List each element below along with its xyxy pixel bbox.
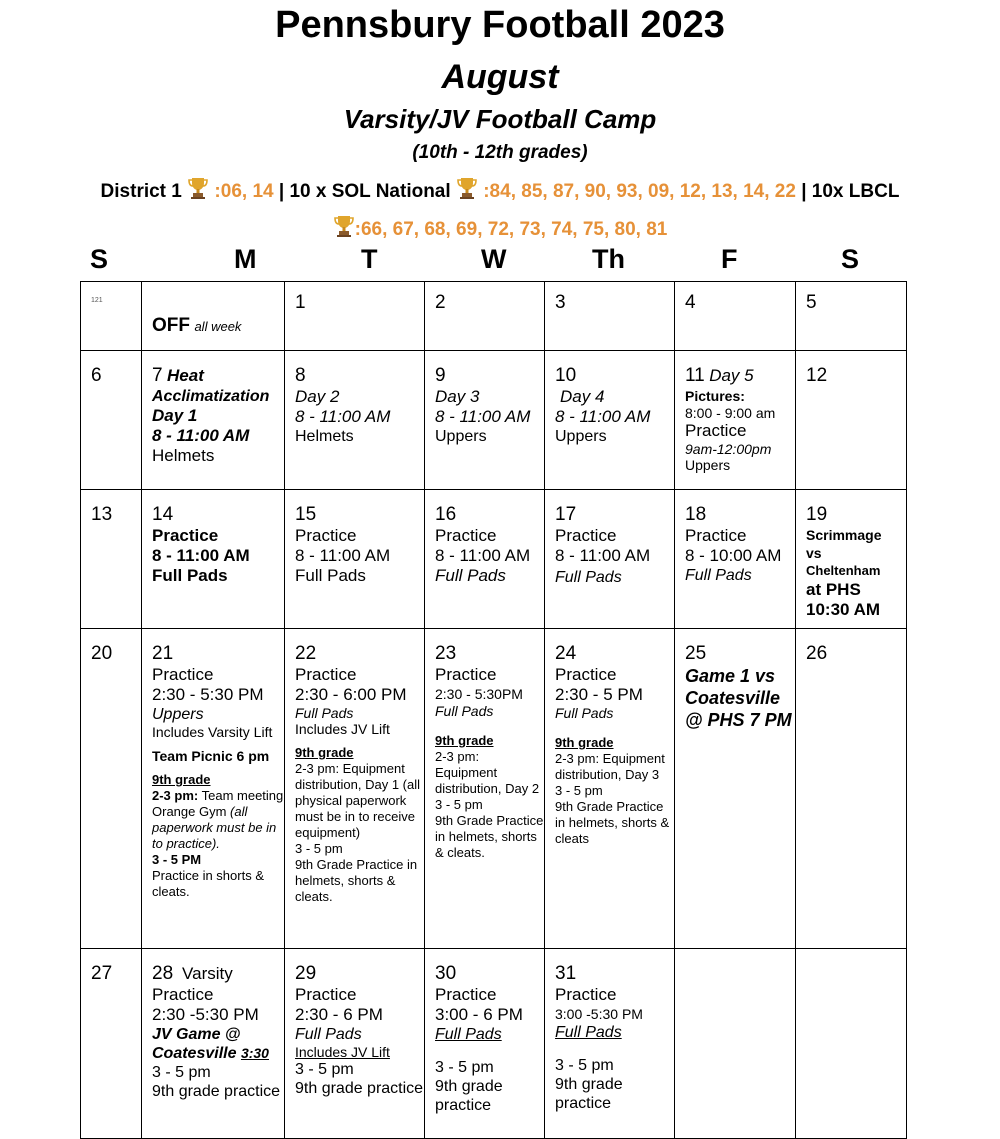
weekday-mon: M — [234, 244, 257, 274]
day-cell — [142, 949, 285, 1139]
day-number: 8 — [295, 365, 306, 386]
day-cell — [142, 629, 285, 949]
event-time: 3 - 5 pm — [435, 1059, 494, 1076]
event-line: Practice — [555, 526, 617, 545]
event-gear: Full Pads — [435, 1026, 502, 1043]
day-number: 13 — [91, 504, 113, 525]
day-number: 10 — [555, 365, 577, 386]
day-cell — [796, 351, 907, 490]
event-time: 3 - 5 pm — [555, 1057, 614, 1074]
event-time: 8 - 11:00 AM — [152, 426, 250, 445]
event-gear: Full Pads — [685, 567, 752, 584]
week-row — [81, 351, 907, 490]
event-time: 2:30 - 5:30 PM — [152, 685, 264, 704]
day-number: 29 — [295, 963, 317, 984]
weekday-sun: S — [90, 244, 109, 274]
championships-line-1 — [0, 176, 1000, 203]
event-line: Practice — [295, 665, 357, 684]
ninth-grade-heading: 9th grade — [555, 735, 614, 750]
day-cell — [285, 490, 425, 629]
day-number: 22 — [295, 643, 317, 664]
calendar-grid — [80, 281, 907, 1139]
lbcl-years: :66, 67, 68, 69, 72, 73, 74, 75, 80, 81 — [354, 219, 668, 240]
ninth-grade-heading: 9th grade — [152, 772, 211, 787]
event-line: Varsity — [182, 964, 233, 983]
event-line: Acclimatization — [152, 388, 270, 405]
weekday-sat: S — [841, 244, 860, 274]
trophy-icon — [333, 214, 355, 238]
day-cell — [425, 490, 545, 629]
week-row — [81, 490, 907, 629]
event-time: 3 - 5 pm — [152, 1064, 211, 1081]
day-cell — [545, 351, 675, 490]
week-row — [81, 949, 907, 1139]
championships-line-2 — [0, 214, 1000, 241]
event-time: 8 - 11:00 AM — [435, 546, 531, 565]
day-cell — [675, 351, 796, 490]
event-note: Practice in shorts & cleats. — [152, 868, 264, 899]
page-title: Pennsbury Football 2023 — [275, 4, 725, 46]
event-time: 3 - 5 pm — [295, 841, 343, 856]
event-line: Practice — [152, 665, 214, 684]
event-time: 2:30 - 6 PM — [295, 1005, 383, 1024]
day-cell — [81, 949, 142, 1139]
day-cell — [545, 490, 675, 629]
day-number: 3 — [555, 292, 566, 313]
event-time: 8:00 - 9:00 am — [685, 405, 776, 421]
event-time: 8 - 11:00 AM — [295, 407, 391, 426]
event-note: 9th grade practice — [555, 1076, 623, 1112]
week-row — [81, 629, 907, 949]
event-line: Practice — [435, 665, 497, 684]
day-cell — [796, 490, 907, 629]
day-number: 14 — [152, 504, 174, 525]
day-cell — [81, 490, 142, 629]
weekday-wed: W — [481, 244, 507, 274]
day-cell — [675, 949, 796, 1139]
event-gear: Full Pads — [435, 566, 506, 585]
camp-subtitle: Varsity/JV Football Camp — [343, 104, 657, 134]
day-number: 9 — [435, 365, 446, 386]
ninth-grade-heading: 9th grade — [295, 745, 354, 760]
event-time: 10:30 AM — [806, 600, 881, 619]
event-time: 8 - 11:00 AM — [555, 546, 651, 565]
day-number: 17 — [555, 504, 577, 525]
day-cell — [796, 282, 907, 351]
day-number: 4 — [685, 292, 696, 313]
day-number: 7 — [152, 365, 163, 386]
event-gear: Full Pads — [295, 705, 354, 721]
day-cell — [142, 490, 285, 629]
day-cell — [285, 351, 425, 490]
event-line: vs — [806, 545, 822, 561]
event-line: Practice — [152, 985, 214, 1004]
event-title: Heat — [167, 366, 204, 385]
event-gear: Uppers — [152, 706, 204, 723]
event-line: Scrimmage — [806, 527, 882, 543]
event-day: Day 5 — [709, 366, 754, 385]
event-gear: Helmets — [295, 428, 354, 445]
event-gear: Uppers — [555, 428, 607, 445]
day-cell — [796, 949, 907, 1139]
day-number: 20 — [91, 643, 113, 664]
day-number: 12 — [806, 365, 828, 386]
trophy-icon — [456, 176, 478, 200]
event-gear: Uppers — [435, 428, 487, 445]
event-gear: Full Pads — [152, 566, 228, 585]
event-note: 9th grade practice — [152, 1083, 281, 1100]
day-cell — [425, 949, 545, 1139]
day-cell — [285, 282, 425, 351]
event-line: Practice — [295, 526, 357, 545]
event-line: Practice — [295, 985, 357, 1004]
event-time: 8 - 11:00 AM — [555, 407, 651, 426]
event-note: 9th grade practice — [435, 1078, 503, 1114]
event-gear: Uppers — [685, 457, 731, 473]
day-cell — [675, 629, 796, 949]
event-note: 9th Grade Practice in helmets, shorts & cleats — [555, 799, 670, 846]
event-time: 8 - 10:00 AM — [685, 546, 782, 565]
event-line: Pictures: — [685, 388, 745, 404]
event-time: 8 - 11:00 AM — [435, 407, 531, 426]
event-line: Practice — [152, 526, 219, 545]
trophy-icon — [187, 176, 209, 200]
grades-note: (10th - 12th grades) — [412, 142, 588, 163]
event-line: Practice — [685, 421, 747, 440]
day-number: 5 — [806, 292, 817, 313]
day-cell — [425, 282, 545, 351]
event-time: 2:30 -5:30 PM — [152, 1005, 259, 1024]
day-cell — [675, 490, 796, 629]
event-note: 2-3 pm: Team meeting Orange Gym (all paperwork must be in to practice). — [152, 788, 284, 851]
day-number: 24 — [555, 643, 577, 664]
week-row — [81, 282, 907, 351]
event-gear: Full Pads — [555, 1024, 622, 1041]
day-cell — [545, 282, 675, 351]
day-cell — [425, 351, 545, 490]
day-number: 23 — [435, 643, 457, 664]
day-number: 19 — [806, 504, 828, 525]
event-time: 3 - 5 pm — [435, 797, 483, 812]
day-cell — [285, 629, 425, 949]
event-note: 2-3 pm: Equipment distribution, Day 3 — [555, 751, 665, 782]
event-line: Practice — [555, 985, 617, 1004]
event-time: 3 - 5 pm — [295, 1061, 354, 1078]
ninth-grade-heading: 9th grade — [435, 733, 494, 748]
event-note: 9th Grade Practice in helmets, shorts & cleats. — [295, 857, 418, 904]
day-cell — [675, 282, 796, 351]
day-cell — [81, 282, 142, 351]
district-years: :06, 14 — [214, 181, 274, 202]
day-cell — [545, 949, 675, 1139]
cell-note: 121 — [91, 297, 103, 304]
day-cell — [425, 629, 545, 949]
day-cell — [142, 351, 285, 490]
event-line: Practice — [685, 526, 747, 545]
day-number: 2 — [435, 292, 446, 313]
event-line: Cheltenham — [806, 563, 881, 578]
event-gear: Full Pads — [555, 705, 614, 721]
day-number: 15 — [295, 504, 317, 525]
sol-label: | 10 x SOL National — [278, 181, 451, 202]
event-line: Practice — [435, 985, 497, 1004]
event-day: Day 3 — [435, 387, 480, 406]
event-time: 2:30 - 5:30PM — [435, 686, 523, 702]
event-note: Includes JV Lift — [295, 721, 390, 737]
event-time: 8 - 11:00 AM — [295, 546, 391, 565]
event-time: 2:30 - 6:00 PM — [295, 685, 407, 704]
event-time: 3:00 -5:30 PM — [555, 1006, 643, 1022]
event-gear: Full Pads — [555, 569, 622, 586]
event-time: 3 - 5 pm — [555, 783, 603, 798]
event-note: Includes Varsity Lift — [152, 724, 273, 740]
weekday-tue: T — [361, 244, 378, 274]
day-cell — [81, 351, 142, 490]
month-heading: August — [441, 58, 559, 96]
event-note: 9th grade practice — [295, 1080, 424, 1097]
day-number: 18 — [685, 504, 707, 525]
day-number: 31 — [555, 963, 577, 984]
event-line: Practice — [555, 665, 617, 684]
event-day: Day 2 — [295, 387, 340, 406]
day-number: 21 — [152, 643, 174, 664]
event-note: 9th Grade Practice in helmets, shorts & cleats. — [435, 813, 544, 860]
event-line: Practice — [435, 526, 497, 545]
day-cell — [81, 629, 142, 949]
weekday-thu: Th — [592, 244, 625, 274]
event-time: 8 - 11:00 AM — [152, 546, 250, 565]
event-line: JV Game @ Coatesville 3:30 — [152, 1026, 269, 1062]
off-label: OFF — [152, 315, 190, 336]
day-number: 27 — [91, 963, 113, 984]
day-number: 25 — [685, 643, 707, 664]
event-line: Day 1 — [152, 406, 198, 425]
all-week-note: all week — [194, 319, 242, 334]
event-line: at PHS — [806, 580, 861, 599]
event-gear: Full Pads — [295, 566, 366, 585]
day-number: 6 — [91, 365, 102, 386]
day-number: 26 — [806, 643, 828, 664]
event-time: 3 - 5 PM — [152, 852, 202, 867]
day-number: 11 — [685, 365, 705, 386]
event-time: 2:30 - 5 PM — [555, 685, 643, 704]
event-gear: Full Pads — [435, 703, 494, 719]
day-number: 16 — [435, 504, 457, 525]
day-cell — [142, 282, 285, 351]
lbcl-label: | 10x LBCL — [801, 181, 900, 202]
event-day: Day 4 — [560, 387, 605, 406]
event-note: Includes JV Lift — [295, 1044, 390, 1060]
event-note: 2-3 pm: Equipment distribution, Day 1 (all physical paperwork must be in to receive equipment) — [295, 761, 420, 840]
event-gear: Helmets — [152, 446, 215, 465]
event-note: 2-3 pm: Equipment distribution, Day 2 — [435, 749, 540, 796]
weekday-fri: F — [721, 244, 738, 274]
event-gear: Full Pads — [295, 1026, 362, 1043]
day-cell — [545, 629, 675, 949]
district-label: District 1 — [100, 181, 182, 202]
sol-years: :84, 85, 87, 90, 93, 09, 12, 13, 14, 22 — [483, 181, 796, 202]
event-line: Team Picnic 6 pm — [152, 748, 270, 764]
day-number: 28 — [152, 963, 174, 984]
event-time: 3:00 - 6 PM — [435, 1005, 523, 1024]
event-time: 9am-12:00pm — [685, 441, 772, 457]
day-cell — [796, 629, 907, 949]
day-number: 1 — [295, 292, 306, 313]
day-number: 30 — [435, 963, 457, 984]
day-cell — [285, 949, 425, 1139]
game-event: Game 1 vs Coatesville @ PHS 7 PM — [685, 666, 792, 730]
